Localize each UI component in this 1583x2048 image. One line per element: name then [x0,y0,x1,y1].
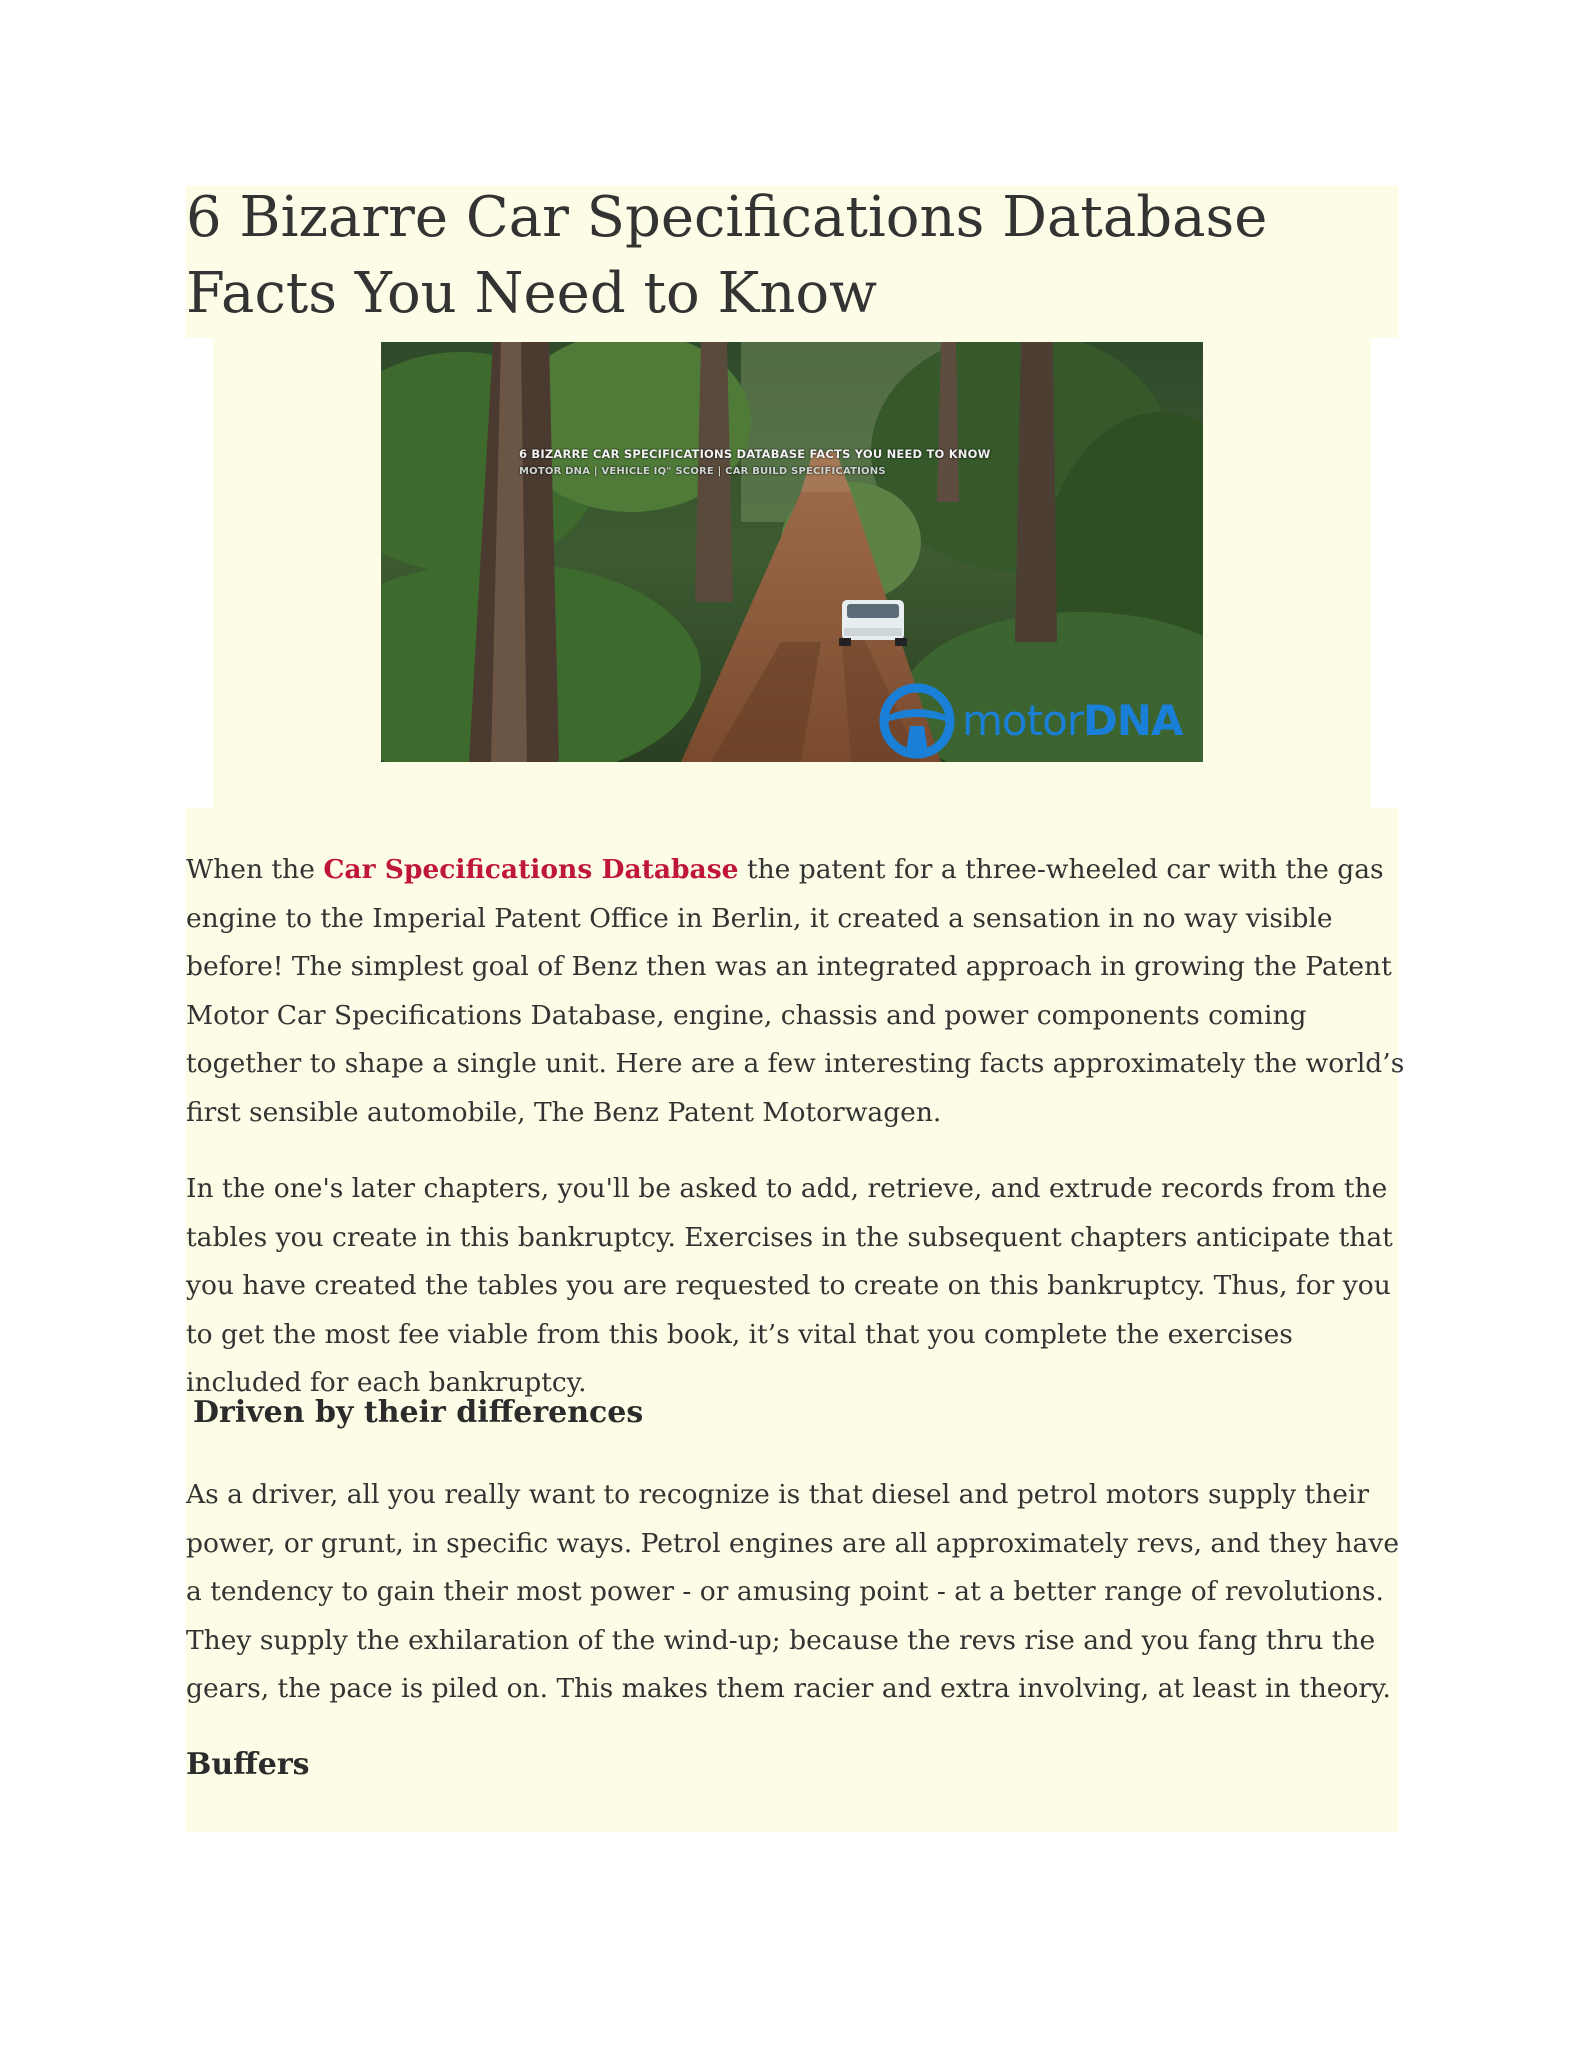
heading-driven-by-differences: Driven by their differences [193,1395,644,1430]
paragraph-intro-start: When the [186,854,324,885]
hero-caption [519,446,991,480]
hero-caption-title: 6 BIZARRE CAR SPECIFICATIONS DATABASE FACTS YOU NEED TO KNOW [519,447,991,461]
paragraph-intro [186,846,1406,1138]
paragraph-intro-rest: the patent for a three-wheeled car with the gas engine to the Imperial Patent Office in Berlin, it created a sensation in no way visible before! The simplest goal of Benz then was an integrated approach in growing the Patent Motor Car Specifications Database, engine, chassis and power components coming together to shape a single unit. Here are a few interesting facts approximately the world’s first sensible automobile, The Benz Patent Motorwagen. [186,854,1405,1128]
logo-wordmark [962,696,1183,745]
paragraph-engines: As a driver, all you really want to recognize is that diesel and petrol motors supply their power, or grunt, in specific ways. Petrol engines are all approximately revs, and they have a tendency to gain their most power - or amusing point - at a better range of revolutions. They supply the exhilaration of the wind-up; because the revs rise and you fang thru the gears, the pace is piled on. This makes them racier and extra involving, at least in theory. [186,1479,1399,1705]
car-specifications-database-link[interactable]: Car Specifications Database [323,854,739,885]
heading-buffers: Buffers [186,1747,310,1782]
article-title: 6 Bizarre Car Specifications Database Facts You Need to Know [186,185,1268,326]
logo-text-bold: DNA [1083,696,1183,745]
steering-wheel-icon [878,682,956,760]
motor-dna-logo [878,682,1183,760]
logo-text-light: motor [962,696,1084,745]
paragraph-chapters: In the one's later chapters, you'll be asked to add, retrieve, and extrude records from the tables you create in this bankruptcy. Exercises in the subsequent chapters anticipate that you have created the tables you are requested to create on this bankruptcy. Thus, for you to get the most fee viable from this book, it’s vital that you complete the exercises included for each bankruptcy. [186,1173,1393,1399]
hero-caption-subtitle: MOTOR DNA | VEHICLE IQ" SCORE | CAR BUILD SPECIFICATIONS [519,466,886,477]
hero-image [381,342,1203,762]
